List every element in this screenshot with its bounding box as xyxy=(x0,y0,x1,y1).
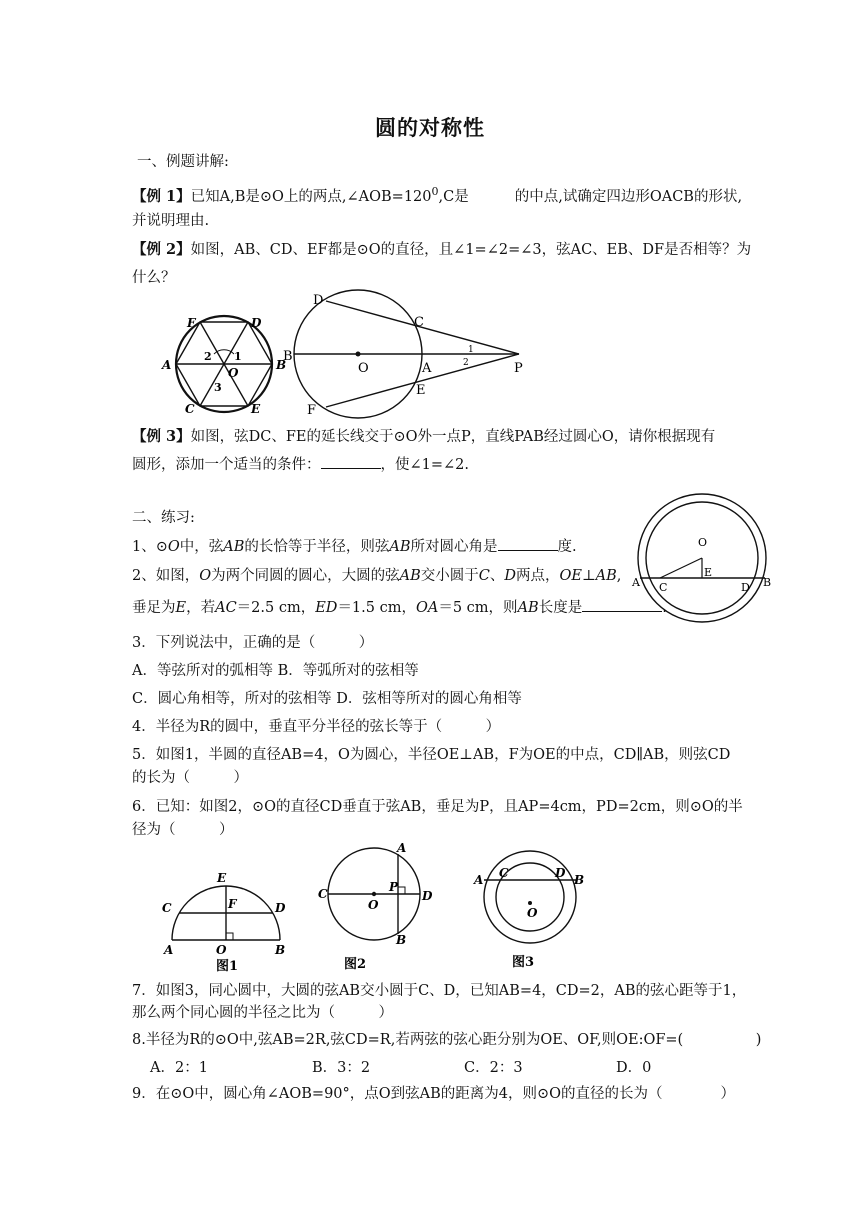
label-f: F xyxy=(187,316,196,330)
italic-var: AB xyxy=(517,600,539,616)
option-c: C．2：3 xyxy=(464,1060,523,1076)
problem-3-options-ab: A．等弦所对的弧相等 B．等弧所对的弦相等 xyxy=(132,663,419,679)
label-a: A xyxy=(162,358,172,372)
option-b: B．3：2 xyxy=(312,1060,371,1076)
text: 两点， xyxy=(516,568,560,584)
example-3-text-b: ，使∠1=∠2. xyxy=(380,457,470,473)
label-d: D xyxy=(555,866,566,880)
text: 度. xyxy=(557,539,577,555)
text: 所对圆心角是 xyxy=(410,539,498,555)
page-title: 圆的对称性 xyxy=(375,115,485,140)
example-3-line-1 xyxy=(132,427,732,447)
figure-3-concentric xyxy=(470,845,595,975)
center-dot xyxy=(372,892,376,896)
outer-circle xyxy=(484,851,576,943)
text: 、 xyxy=(489,568,505,584)
example-3-text-a: 圆形，添加一个适当的条件： xyxy=(132,457,321,473)
label-o: O xyxy=(368,898,379,912)
italic-var: E xyxy=(175,600,187,616)
example-3-text: 如图，弦DC、FE的延长线交于⊙O外一点P，直线PAB经过圆心O，请你根据现有 xyxy=(190,429,716,445)
label-c: C xyxy=(162,901,172,915)
degree-superscript: 0 xyxy=(431,185,439,198)
italic-var: C xyxy=(478,568,490,584)
option-a: A．2：1 xyxy=(150,1060,208,1076)
label-o: O xyxy=(698,536,708,549)
label-c: C xyxy=(414,315,424,330)
label-c: C xyxy=(659,581,668,594)
label-a: A xyxy=(397,841,407,855)
label-e: E xyxy=(416,383,426,398)
label-angle-2: 2 xyxy=(463,358,469,368)
label-d: D xyxy=(741,581,750,594)
center-dot xyxy=(356,352,361,357)
label-o: O xyxy=(216,943,227,957)
text: 1、⊙ xyxy=(132,539,168,555)
italic-var: O xyxy=(199,568,212,584)
answer-blank xyxy=(321,454,381,469)
example-2-line-2: 什么？ xyxy=(132,270,176,286)
label-b: B xyxy=(276,358,287,372)
problem-3-options-cd: C．圆心角相等，所对的弦相等 D．弦相等所对的圆心角相等 xyxy=(132,691,522,707)
label-e: E xyxy=(251,402,261,416)
italic-var: AB xyxy=(595,568,617,584)
italic-var: AB xyxy=(389,539,411,555)
label-b: B xyxy=(396,933,407,947)
problem-2-line-2 xyxy=(132,597,667,618)
label-d: D xyxy=(422,889,433,903)
label-f: F xyxy=(307,403,317,418)
segment-oa xyxy=(660,558,702,578)
label-d: D xyxy=(313,293,324,308)
label-b: B xyxy=(283,349,293,364)
text: ，若 xyxy=(186,600,216,616)
text: ＝2.5 cm， xyxy=(236,600,316,616)
figure-2-circle-chord xyxy=(318,840,438,975)
italic-var: O xyxy=(167,539,180,555)
italic-var: ED xyxy=(315,600,338,616)
figure-1-caption: 图1 xyxy=(216,959,239,974)
label-c: C xyxy=(499,866,509,880)
example-3-tag: 【例 3】 xyxy=(132,428,191,445)
problem-5-line-1: 5．如图1，半圆的直径AB=4，O为圆心，半径OE⊥AB，F为OE的中点，CD∥AB，则弦CD xyxy=(132,747,731,763)
italic-var: AC xyxy=(215,600,237,616)
label-a: A xyxy=(474,873,484,887)
label-a: A xyxy=(164,943,174,957)
italic-var: AB xyxy=(223,539,245,555)
problem-9: 9．在⊙O中，圆心角∠AOB=90°，点O到弦AB的距离为4，则⊙O的直径的长为（ ） xyxy=(132,1086,736,1102)
problem-8-line-1: 8.半径为R的⊙O中,弦AB=2R,弦CD=R,若两弦的弦心距分别为OE、OF,则OE:OF=( ) xyxy=(132,1032,762,1048)
italic-var: AB xyxy=(399,568,421,584)
italic-var: D xyxy=(504,568,517,584)
text: . xyxy=(662,600,667,616)
problem-2-line-1 xyxy=(132,566,622,586)
problem-1 xyxy=(132,536,622,557)
figure-1-semicircle xyxy=(158,838,293,973)
answer-blank xyxy=(498,536,558,551)
figure-concentric-circles xyxy=(632,490,772,630)
problem-7-line-1: 7．如图3，同心圆中，大圆的弦AB交小圆于C、D，已知AB=4，CD=2，AB的弦心距等于1， xyxy=(132,983,747,999)
text: ⊥ xyxy=(582,568,596,584)
problem-4: 4．半径为R的圆中，垂直平分半径的弦长等于（ ） xyxy=(132,719,501,735)
label-p: P xyxy=(514,361,523,376)
label-d: D xyxy=(251,316,262,330)
label-angle-2: 2 xyxy=(204,350,212,363)
figure-2-caption: 图2 xyxy=(344,957,367,972)
label-angle-3: 3 xyxy=(214,381,222,394)
text: 中，弦 xyxy=(179,539,224,555)
problem-5-line-2: 的长为（ ） xyxy=(132,770,248,786)
figure-hexagon-circle xyxy=(160,310,290,420)
example-2-line-1 xyxy=(132,240,752,260)
example-1-text-c: 的中点,试确定四边形OACB的形状, xyxy=(514,188,743,205)
section-heading-practice: 二、练习: xyxy=(132,510,195,526)
label-p: P xyxy=(389,880,399,894)
label-angle-1: 1 xyxy=(234,350,242,363)
example-1-text-b: ,C是 xyxy=(438,188,469,205)
label-b: B xyxy=(763,576,772,589)
text: 的长恰等于半径，则弦 xyxy=(244,539,390,555)
label-o: O xyxy=(228,366,239,380)
italic-var: OE xyxy=(559,568,582,584)
example-1-text-a: 已知A,B是⊙O上的两点,∠AOB=120 xyxy=(190,188,432,205)
problem-7-line-2: 那么两个同心圆的半径之比为（ ） xyxy=(132,1005,393,1021)
problem-6-line-1: 6．已知：如图2，⊙O的直径CD垂直于弦AB，垂足为P，且AP=4cm，PD=2cm，则⊙O的半 xyxy=(132,799,743,815)
label-c: C xyxy=(318,887,328,901)
text: ＝5 cm，则 xyxy=(438,600,518,616)
text: 长度是 xyxy=(538,600,583,616)
section-heading-examples: 一、例题讲解: xyxy=(137,154,229,170)
label-a: A xyxy=(422,361,432,376)
option-d: D．0 xyxy=(616,1060,652,1076)
problem-3-question: 3．下列说法中，正确的是（ ） xyxy=(132,635,374,651)
label-b: B xyxy=(574,873,585,887)
example-3-line-2 xyxy=(132,454,732,475)
right-angle-mark xyxy=(226,933,233,940)
figure-3-caption: 图3 xyxy=(512,955,535,970)
label-f: F xyxy=(228,897,237,911)
text: 垂足为 xyxy=(132,600,176,616)
text: 交小圆于 xyxy=(420,568,479,584)
label-angle-1: 1 xyxy=(468,345,474,355)
italic-var: OA xyxy=(415,600,439,616)
text: 2、如图， xyxy=(132,568,200,584)
example-2-tag: 【例 2】 xyxy=(132,241,191,258)
right-angle-mark xyxy=(398,887,405,894)
figure-secants-circle xyxy=(282,290,532,420)
center-dot xyxy=(528,901,532,905)
label-o: O xyxy=(358,361,369,376)
label-o: O xyxy=(527,906,538,920)
problem-6-line-2: 径为（ ） xyxy=(132,822,234,838)
example-1-line-1 xyxy=(132,182,743,207)
example-1-line-2: 并说明理由. xyxy=(132,213,210,229)
text: 为两个同圆的圆心，大圆的弦 xyxy=(211,568,400,584)
example-1-tag: 【例 1】 xyxy=(132,187,191,205)
label-b: B xyxy=(275,943,286,957)
text: ＝1.5 cm， xyxy=(337,600,416,616)
label-a: A xyxy=(632,576,640,589)
label-e: E xyxy=(704,566,713,579)
example-2-text: 如图，AB、CD、EF都是⊙O的直径，且∠1=∠2=∠3，弦AC、EB、DF是否相等？为 xyxy=(190,242,752,258)
label-c: C xyxy=(185,402,195,416)
text: , xyxy=(616,568,622,584)
label-e: E xyxy=(217,871,227,885)
label-d: D xyxy=(275,901,286,915)
